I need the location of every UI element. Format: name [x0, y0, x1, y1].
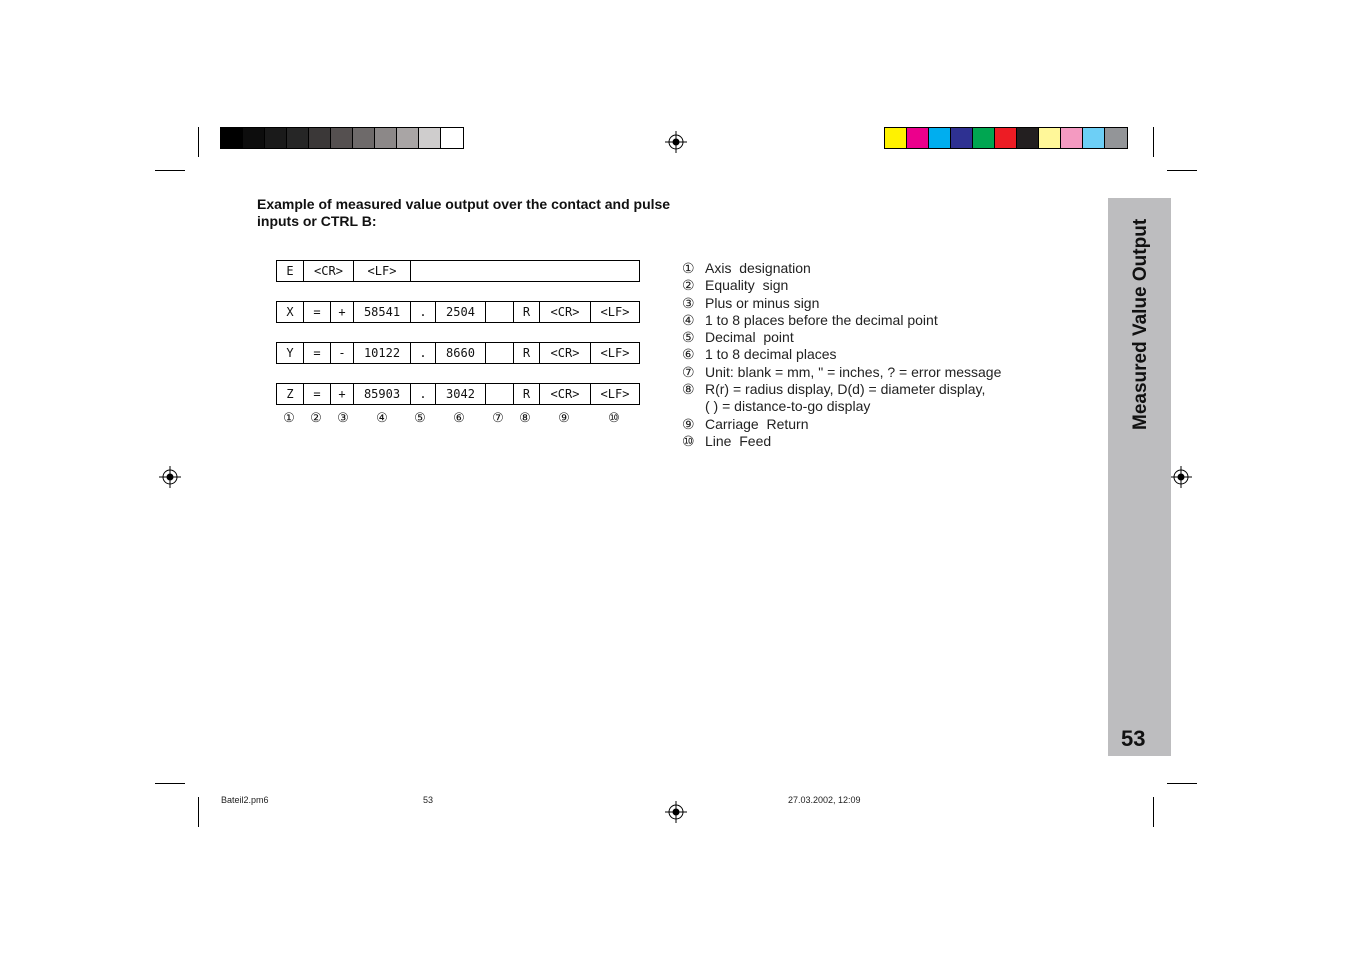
legend-item	[682, 295, 1001, 312]
table-cell: =	[304, 302, 331, 322]
legend-number: ②	[682, 277, 695, 294]
crop-mark	[1167, 170, 1197, 171]
gray-swatch	[353, 128, 375, 148]
legend-text: 1 to 8 places before the decimal point	[705, 311, 938, 328]
registration-mark-icon	[665, 801, 687, 823]
gray-swatch	[265, 128, 287, 148]
legend-number: ③	[682, 294, 695, 311]
legend-text: Axis designation	[705, 260, 811, 276]
legend-text: Unit: blank = mm, " = inches, ? = error message	[705, 363, 1002, 380]
grayscale-bar	[220, 127, 464, 149]
legend-item	[682, 312, 1001, 329]
legend-text: R(r) = radius display, D(d) = diameter display,	[705, 381, 986, 398]
crop-mark	[155, 783, 185, 784]
gray-swatch	[441, 128, 463, 148]
legend-number: ⑤	[682, 329, 695, 346]
gray-swatch	[243, 128, 265, 148]
legend-number: ⑦	[682, 363, 695, 380]
table-cell	[486, 384, 514, 404]
table-cell: =	[304, 343, 331, 363]
column-marker: ②	[310, 410, 322, 425]
output-row-x	[276, 301, 640, 323]
color-swatch	[973, 128, 995, 148]
legend-number: ④	[682, 311, 695, 328]
gray-swatch	[397, 128, 419, 148]
table-cell: +	[331, 302, 354, 322]
color-swatch	[1105, 128, 1127, 148]
crop-mark	[198, 797, 199, 827]
crop-mark	[155, 170, 185, 171]
gray-swatch	[221, 128, 243, 148]
color-swatch	[1039, 128, 1061, 148]
table-cell: <CR>	[304, 261, 354, 281]
table-cell: <CR>	[540, 384, 591, 404]
table-cell: 2504	[436, 302, 486, 322]
legend-item	[682, 260, 1001, 277]
legend-text: 1 to 8 decimal places	[705, 346, 837, 363]
table-cell: -	[331, 343, 354, 363]
legend-list	[682, 260, 1001, 450]
table-cell: <LF>	[600, 387, 630, 401]
chapter-title: Measured Value Output	[1130, 218, 1151, 430]
section-heading: Example of measured value output over the contact and pulse inputs or CTRL B:	[257, 196, 671, 229]
crop-mark	[1167, 783, 1197, 784]
gray-swatch	[331, 128, 353, 148]
table-cell: X	[277, 302, 304, 322]
column-marker: ⑥	[453, 410, 465, 425]
registration-mark-icon	[159, 466, 181, 488]
table-cell: 10122	[354, 343, 411, 363]
legend-text: Equality sign	[705, 277, 789, 294]
page-number: 53	[1121, 726, 1146, 751]
legend-number: ⑩	[682, 432, 695, 449]
legend-item	[682, 398, 1001, 415]
table-cell: <CR>	[540, 343, 591, 363]
legend-item	[682, 346, 1001, 363]
table-cell: R	[514, 384, 540, 404]
legend-item	[682, 433, 1001, 450]
column-marker: ⑨	[558, 410, 570, 425]
table-cell: .	[411, 302, 436, 322]
output-row-e	[276, 260, 640, 282]
column-marker: ⑩	[608, 410, 620, 425]
color-swatch	[995, 128, 1017, 148]
table-cell: 8660	[436, 343, 486, 363]
registration-mark-icon	[1170, 466, 1192, 488]
color-swatch	[1061, 128, 1083, 148]
legend-item	[682, 416, 1001, 433]
gray-swatch	[419, 128, 441, 148]
crop-mark	[1153, 127, 1154, 157]
legend-text: Decimal point	[705, 329, 794, 346]
table-cell	[411, 261, 639, 281]
color-swatch	[1083, 128, 1105, 148]
gray-swatch	[309, 128, 331, 148]
table-cell: .	[411, 343, 436, 363]
table-cell	[486, 302, 514, 322]
legend-number: ⑨	[682, 415, 695, 432]
legend-item	[682, 364, 1001, 381]
color-swatch	[929, 128, 951, 148]
table-cell: Z	[277, 384, 304, 404]
table-cell: =	[304, 384, 331, 404]
color-swatch	[1017, 128, 1039, 148]
table-cell: 3042	[436, 384, 486, 404]
table-cell: E	[277, 261, 304, 281]
column-marker: ⑦	[492, 410, 504, 425]
footer-filename: Bateil2.pm6	[221, 795, 269, 805]
legend-number	[682, 398, 705, 415]
column-marker: ⑧	[519, 410, 531, 425]
table-cell: <LF>	[600, 305, 630, 319]
table-cell	[486, 343, 514, 363]
color-swatch	[907, 128, 929, 148]
table-cell: <CR>	[540, 302, 591, 322]
crop-mark	[1153, 797, 1154, 827]
legend-text: Plus or minus sign	[705, 294, 820, 311]
color-swatch	[951, 128, 973, 148]
legend-text: Carriage Return	[705, 415, 809, 432]
color-swatch	[885, 128, 907, 148]
legend-number: ①	[682, 260, 695, 276]
process-color-bar	[884, 127, 1128, 149]
legend-item	[682, 277, 1001, 294]
gray-swatch	[287, 128, 309, 148]
table-cell: 85903	[354, 384, 411, 404]
legend-text: ( ) = distance-to-go display	[705, 398, 871, 415]
column-marker: ③	[337, 410, 349, 425]
column-marker: ⑤	[414, 410, 426, 425]
output-row-y	[276, 342, 640, 364]
registration-mark-icon	[665, 131, 687, 153]
table-cell: Y	[277, 343, 304, 363]
column-marker: ④	[376, 410, 388, 425]
table-cell: R	[514, 343, 540, 363]
legend-item	[682, 381, 1001, 398]
footer-page: 53	[423, 795, 434, 805]
table-cell: .	[411, 384, 436, 404]
column-marker: ①	[283, 410, 295, 425]
table-cell: +	[331, 384, 354, 404]
legend-item	[682, 329, 1001, 346]
legend-number: ⑥	[682, 346, 695, 363]
gray-swatch	[375, 128, 397, 148]
crop-mark	[198, 127, 199, 157]
footer-datetime: 27.03.2002, 12:09	[788, 795, 861, 805]
table-cell: 58541	[354, 302, 411, 322]
legend-number: ⑧	[682, 381, 695, 398]
output-row-z	[276, 383, 640, 405]
table-cell: <LF>	[354, 261, 411, 281]
legend-text: Line Feed	[705, 432, 772, 449]
table-cell: R	[514, 302, 540, 322]
table-cell: <LF>	[600, 346, 630, 360]
